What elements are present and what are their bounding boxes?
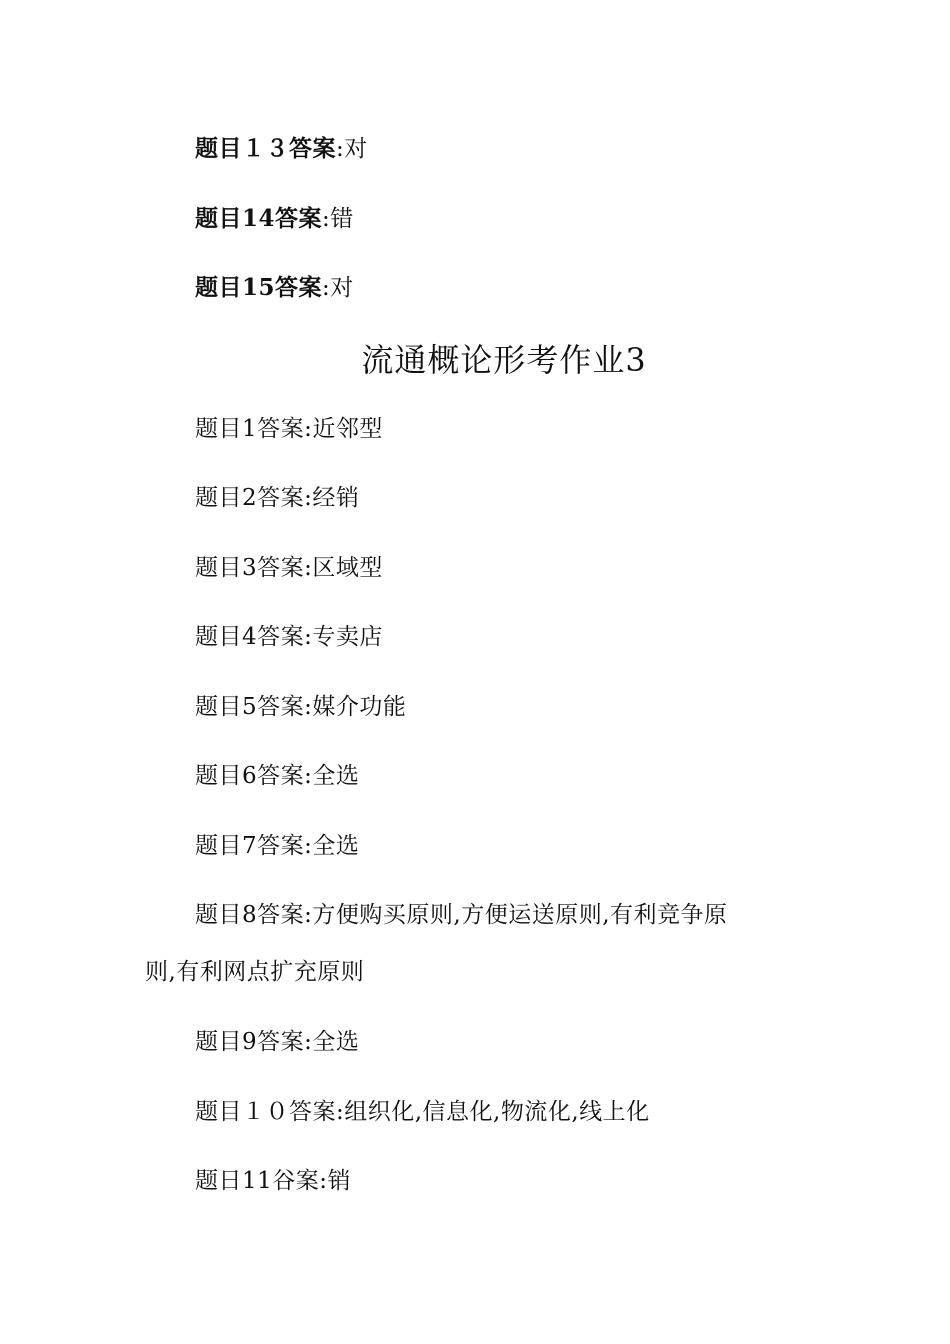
- answer-text: 专卖店: [312, 624, 383, 650]
- answer-text: 近邻型: [312, 416, 383, 442]
- separator: :: [304, 694, 313, 720]
- separator: :: [304, 624, 313, 650]
- answer-text: 经销: [312, 485, 360, 511]
- answer-line-8-continuation: 则,有利网点扩充原则: [145, 959, 365, 985]
- question-label: 题目3答案: [195, 555, 305, 581]
- answer-line-14: [195, 204, 354, 234]
- question-label: 题目8答案: [195, 902, 305, 928]
- question-label: 题目15答案: [195, 274, 323, 301]
- question-label: 题目14答案: [195, 205, 323, 232]
- answer-line-15: [195, 273, 354, 303]
- separator: :: [304, 485, 313, 511]
- answer-text: 区域型: [312, 555, 383, 581]
- separator: :: [304, 555, 313, 581]
- question-label: 题目7答案: [195, 833, 305, 859]
- separator: :: [304, 902, 313, 928]
- separator: :: [322, 206, 331, 232]
- separator: :: [304, 416, 313, 442]
- separator: :: [336, 1099, 345, 1125]
- answer-line-6: [195, 761, 359, 791]
- question-label: 题目2答案: [195, 485, 305, 511]
- answer-line-13: [195, 134, 368, 164]
- answer-text: 全选: [312, 1029, 360, 1055]
- question-label: 题目5答案: [195, 694, 305, 720]
- question-label: 题目1答案: [195, 416, 305, 442]
- answer-text: 对: [344, 136, 368, 162]
- separator: :: [304, 763, 313, 789]
- answer-text: 全选: [312, 763, 360, 789]
- question-label: 题目9答案: [195, 1029, 305, 1055]
- separator: :: [304, 833, 313, 859]
- answer-line-5: [195, 692, 406, 722]
- answer-line-1: [195, 414, 383, 444]
- question-label: 题日11谷案: [195, 1168, 320, 1194]
- question-label: 题目4答案: [195, 624, 305, 650]
- answer-text: 对: [330, 275, 354, 301]
- answer-text: 媒介功能: [312, 694, 407, 720]
- answer-text: 全选: [312, 833, 360, 859]
- section-title: 流通概论形考作业3: [361, 341, 647, 379]
- answer-line-10: [195, 1097, 650, 1127]
- answer-line-2: [195, 483, 359, 513]
- separator: :: [319, 1168, 328, 1194]
- answer-text: 方便购买原则,方便运送原则,有利竞争原: [312, 902, 728, 928]
- question-label: 题目１３答案: [195, 135, 336, 162]
- answer-line-4: [195, 622, 383, 652]
- separator: :: [322, 275, 331, 301]
- separator: :: [304, 1029, 313, 1055]
- question-label: 题目6答案: [195, 763, 305, 789]
- answer-text: 组织化,信息化,物流化,线上化: [344, 1099, 650, 1125]
- answer-line-3: [195, 553, 383, 583]
- answer-line-7: [195, 831, 359, 861]
- question-label: 题目１０答案: [195, 1099, 336, 1125]
- answer-line-9: [195, 1027, 359, 1057]
- answer-text: 销: [327, 1168, 352, 1194]
- answer-text: 错: [330, 206, 354, 232]
- answer-line-11: [195, 1166, 351, 1196]
- answer-line-8: [195, 900, 728, 930]
- separator: :: [336, 136, 345, 162]
